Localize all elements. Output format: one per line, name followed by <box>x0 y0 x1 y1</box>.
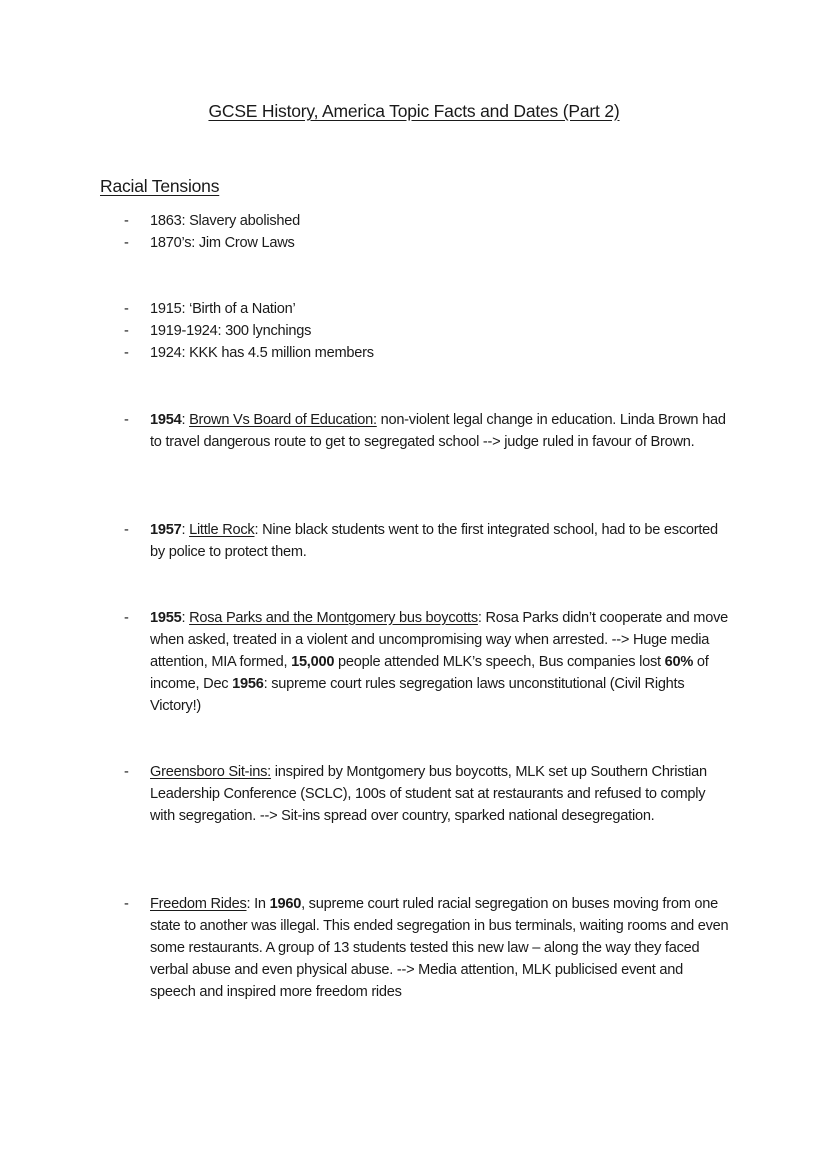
bullet-group-freedom-rides <box>0 893 828 1003</box>
item-year: 1955 <box>150 610 182 626</box>
bullet-dash: - <box>124 323 129 339</box>
bullet-dash: - <box>124 301 129 317</box>
item-body: : Nine black students went to the first integrated school, had to be escorted by police to protect them. <box>150 522 718 560</box>
item-topic: Little Rock <box>189 522 255 538</box>
item-body: : supreme court rules segregation laws unconstitutional (Civil Rights Victory!) <box>150 676 685 714</box>
item-separator: : <box>181 412 190 428</box>
item-topic: Rosa Parks and the Montgomery bus boycotts <box>189 610 478 626</box>
list-item <box>0 298 828 320</box>
list-item <box>0 607 828 717</box>
bullet-group-little-rock <box>0 519 828 563</box>
item-body: non-violent legal change in education. Linda Brown had to travel dangerous route to get to segregated school --> judge ruled in favour of Brown. <box>150 412 726 450</box>
item-topic: Brown Vs Board of Education: <box>189 412 377 428</box>
item-body: inspired by Montgomery bus boycotts, MLK set up Southern Christian Leadership Conference (SCLC), 100s of student sat at restaurants and refused to comply with segregation. --> Sit-ins spread over country, sparked national desegregation. <box>150 764 707 824</box>
list-item <box>0 342 828 364</box>
bullet-dash: - <box>124 522 129 538</box>
item-text: 1924: KKK has 4.5 million members <box>150 345 374 361</box>
bullet-group-rosa-parks <box>0 607 828 717</box>
bullet-dash: - <box>124 213 129 229</box>
list-item <box>0 232 828 254</box>
list-item <box>0 519 828 563</box>
list-item <box>0 893 828 1003</box>
list-item <box>0 210 828 232</box>
bullet-group-greensboro <box>0 761 828 827</box>
item-separator: : <box>181 522 190 538</box>
item-text: 1870’s: Jim Crow Laws <box>150 235 295 251</box>
bullet-dash: - <box>124 896 129 912</box>
item-body: : In <box>246 896 270 912</box>
list-item <box>0 320 828 342</box>
list-item <box>0 761 828 827</box>
bullet-dash: - <box>124 764 129 780</box>
item-year: 1957 <box>150 522 182 538</box>
item-text: 1863: Slavery abolished <box>150 213 301 229</box>
item-topic: Freedom Rides <box>150 896 247 912</box>
bullet-group-brown-vs-board <box>0 409 828 453</box>
item-emphasis: 60% <box>664 654 694 670</box>
bullet-dash: - <box>124 345 129 361</box>
bullet-dash: - <box>124 610 129 626</box>
item-topic: Greensboro Sit-ins: <box>150 764 271 780</box>
item-body: , supreme court ruled racial segregation on buses moving from one state to another was illegal. This ended segregation in bus terminals, waiting rooms and even some restaurants. A group of 13 students tested this new law – along the way they faced verbal abuse and even physical abuse. --> Media attention, MLK publicised event and speech and inspired more freedom rides <box>150 896 729 1000</box>
item-body: : Rosa Parks didn’t cooperate and move when asked, treated in a violent and uncompromising way when arrested. --> Huge media attention, MIA formed, <box>150 610 728 670</box>
item-emphasis: 15,000 <box>291 654 335 670</box>
item-body: of income, Dec <box>150 654 709 692</box>
bullet-dash: - <box>124 412 129 428</box>
item-emphasis: 1960 <box>269 896 302 912</box>
bullet-group-early-history <box>0 210 828 254</box>
section-heading-racial-tensions: Racial Tensions <box>100 176 220 196</box>
bullet-dash: - <box>124 235 129 251</box>
list-item <box>0 409 828 453</box>
item-year: 1954 <box>150 412 182 428</box>
item-text: 1919-1924: 300 lynchings <box>150 323 312 339</box>
item-emphasis: 1956 <box>232 676 264 692</box>
bullet-group-1910s-1920s <box>0 298 828 364</box>
item-text: 1915: ‘Birth of a Nation’ <box>150 301 296 317</box>
document-title: GCSE History, America Topic Facts and Dates (Part 2) <box>208 101 620 121</box>
item-body: people attended MLK’s speech, Bus companies lost <box>334 654 665 670</box>
item-separator: : <box>181 610 190 626</box>
